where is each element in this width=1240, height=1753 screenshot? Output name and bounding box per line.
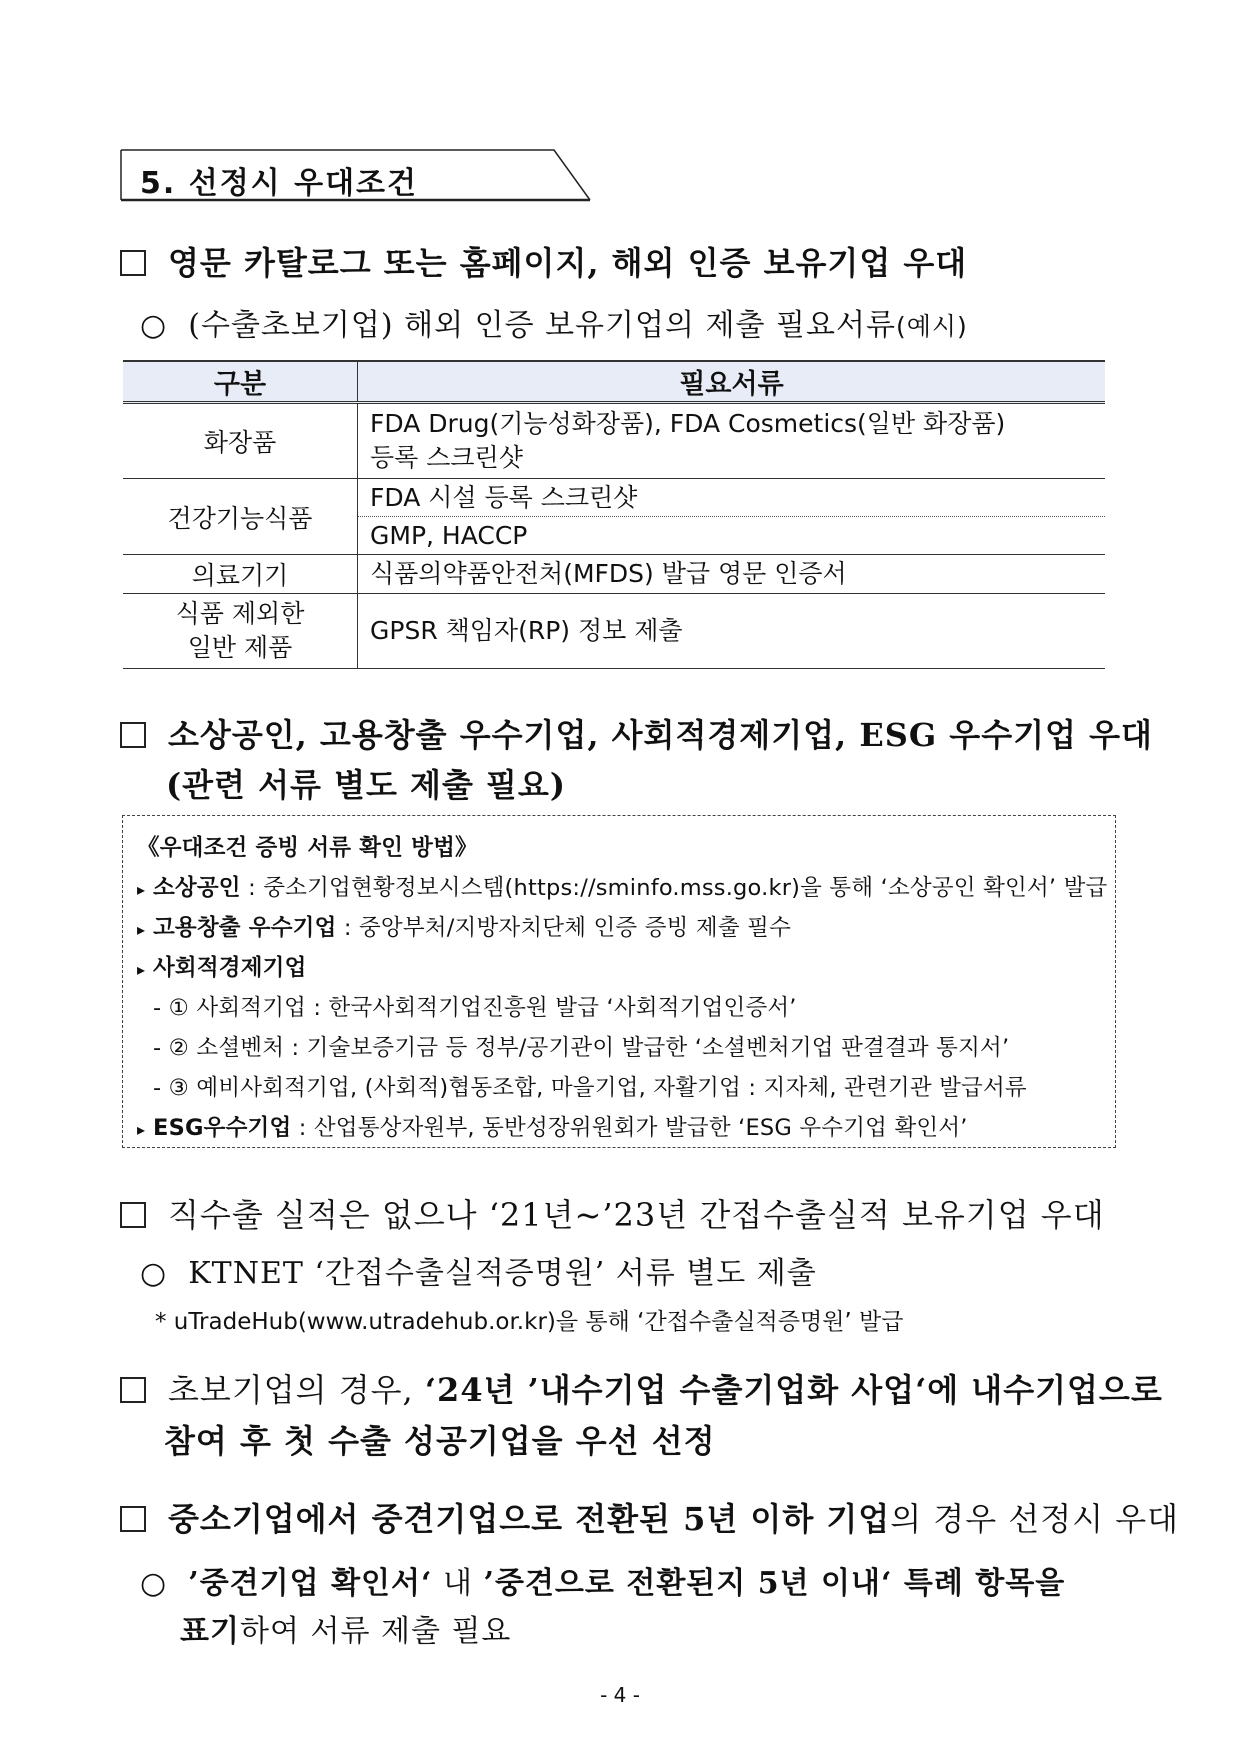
item-3: [120, 1190, 1105, 1236]
triangle-bullet-icon: ▸: [137, 920, 146, 939]
item-5-text-bold: 중소기업에서 중견기업으로 전환된 5년 이하 기업: [168, 1500, 891, 1538]
checkbox-icon: [120, 1506, 146, 1532]
table-cell-docs: GPSR 책임자(RP) 정보 제출: [358, 594, 1106, 669]
section-title: 5. 선정시 우대조건: [140, 166, 419, 201]
item-5-sub: ○ ’중견기업 확인서‘ 내 ’중견으로 전환된지 5년 이내‘ 특례 항목을: [140, 1566, 1066, 1601]
item-5-sub-line-2: 표기하여 서류 제출 필요: [180, 1614, 512, 1649]
info-line: ▸ 사회적경제기업: [137, 955, 307, 981]
checkbox-icon: [120, 1377, 146, 1403]
info-line: ▸ ESG우수기업 : 산업통상자원부, 동반성장위원회가 발급한 ‘ESG 우수기업 확인서’: [137, 1115, 968, 1141]
item-3-text: 직수출 실적은 없으나 ‘21년~’23년 간접수출실적 보유기업 우대: [168, 1196, 1105, 1234]
table-cell-docs: GMP, HACCP: [358, 517, 1106, 555]
table-header-row: [123, 361, 1105, 403]
item-4: [120, 1365, 1163, 1411]
table-header-docs: 필요서류: [358, 361, 1106, 403]
required-documents-table: [123, 360, 1105, 669]
table-row: [123, 555, 1105, 594]
item-4-line-2: 참여 후 첫 수출 성공기업을 우선 선정: [164, 1422, 716, 1460]
doc-line: FDA Drug(기능성화장품), FDA Cosmetics(일반 화장품): [370, 409, 1006, 438]
table-cell-docs: [358, 403, 1106, 479]
table-cell-category: 건강기능식품: [123, 479, 358, 555]
table-row: [123, 594, 1105, 669]
table-cell-docs: FDA 시설 등록 스크린샷: [358, 479, 1106, 517]
info-box-title: 《우대조건 증빙 서류 확인 방법》: [137, 835, 478, 861]
item-4-text-b: ‘24년 ’내수기업 수출기업화 사업‘에 내수기업으로: [424, 1371, 1163, 1409]
triangle-bullet-icon: ▸: [137, 960, 146, 979]
item-2-line-1: 소상공인, 고용창출 우수기업, 사회적경제기업, ESG 우수기업 우대: [168, 716, 1153, 754]
info-line: ▸ 소상공인 : 중소기업현황정보시스템(https://sminfo.mss.go.kr)을 통해 ‘소상공인 확인서’ 발급: [137, 875, 1108, 901]
item-1-sub: [140, 300, 968, 344]
table-cell-category: 화장품: [123, 403, 358, 479]
page-number: - 4 -: [600, 1683, 640, 1707]
circle-bullet-icon: ○: [140, 1566, 168, 1601]
table-row: [123, 403, 1105, 479]
item-1-sub-text: (수출초보기업) 해외 인증 보유기업의 제출 필요서류: [188, 308, 896, 343]
table-cell-docs: 식품의약품안전처(MFDS) 발급 영문 인증서: [358, 555, 1106, 594]
category-line: 식품 제외한: [175, 599, 305, 628]
item-1: [120, 238, 967, 284]
item-3-sub: [140, 1248, 817, 1292]
info-line: ▸ 고용창출 우수기업 : 중앙부처/지방자치단체 인증 증빙 제출 필수: [137, 915, 792, 941]
table-row: [123, 479, 1105, 517]
checkbox-icon: [120, 1202, 146, 1228]
table-cell-category: [123, 594, 358, 669]
checkbox-icon: [120, 722, 146, 748]
item-2-line-2: (관련 서류 별도 제출 필요): [166, 766, 566, 804]
item-1-text: 영문 카탈로그 또는 홈페이지, 해외 인증 보유기업 우대: [168, 244, 968, 282]
item-4-text-a: 초보기업의 경우,: [168, 1371, 425, 1409]
circle-bullet-icon: ○: [140, 1256, 168, 1291]
info-dash-line: - ② 소셜벤처 : 기술보증기금 등 정부/공기관이 발급한 ‘소셜벤처기업 판결결과 통지서’: [153, 1035, 1010, 1061]
item-1-sub-note: (예시): [895, 312, 968, 341]
category-line: 일반 제품: [187, 633, 293, 662]
doc-line: 등록 스크린샷: [370, 443, 523, 472]
section-header: [120, 148, 592, 204]
info-dash-line: - ③ 예비사회적기업, (사회적)협동조합, 마을기업, 자활기업 : 지자체, 관련기관 발급서류: [153, 1075, 1027, 1101]
item-3-note: * uTradeHub(www.utradehub.or.kr)을 통해 ‘간접수출실적증명원’ 발급: [155, 1309, 904, 1335]
item-2: [120, 710, 1153, 756]
triangle-bullet-icon: ▸: [137, 1120, 146, 1139]
circle-bullet-icon: ○: [140, 308, 168, 343]
table-cell-category: 의료기기: [123, 555, 358, 594]
item-5: [120, 1494, 1179, 1540]
info-box: [122, 815, 1116, 1148]
info-dash-line: - ① 사회적기업 : 한국사회적기업진흥원 발급 ‘사회적기업인증서’: [153, 995, 797, 1021]
checkbox-icon: [120, 250, 146, 276]
table-header-category: 구분: [123, 361, 358, 403]
triangle-bullet-icon: ▸: [137, 880, 146, 899]
item-5-text-rest: 의 경우 선정시 우대: [890, 1500, 1180, 1538]
item-3-sub-text: KTNET ‘간접수출실적증명원’ 서류 별도 제출: [188, 1256, 817, 1291]
